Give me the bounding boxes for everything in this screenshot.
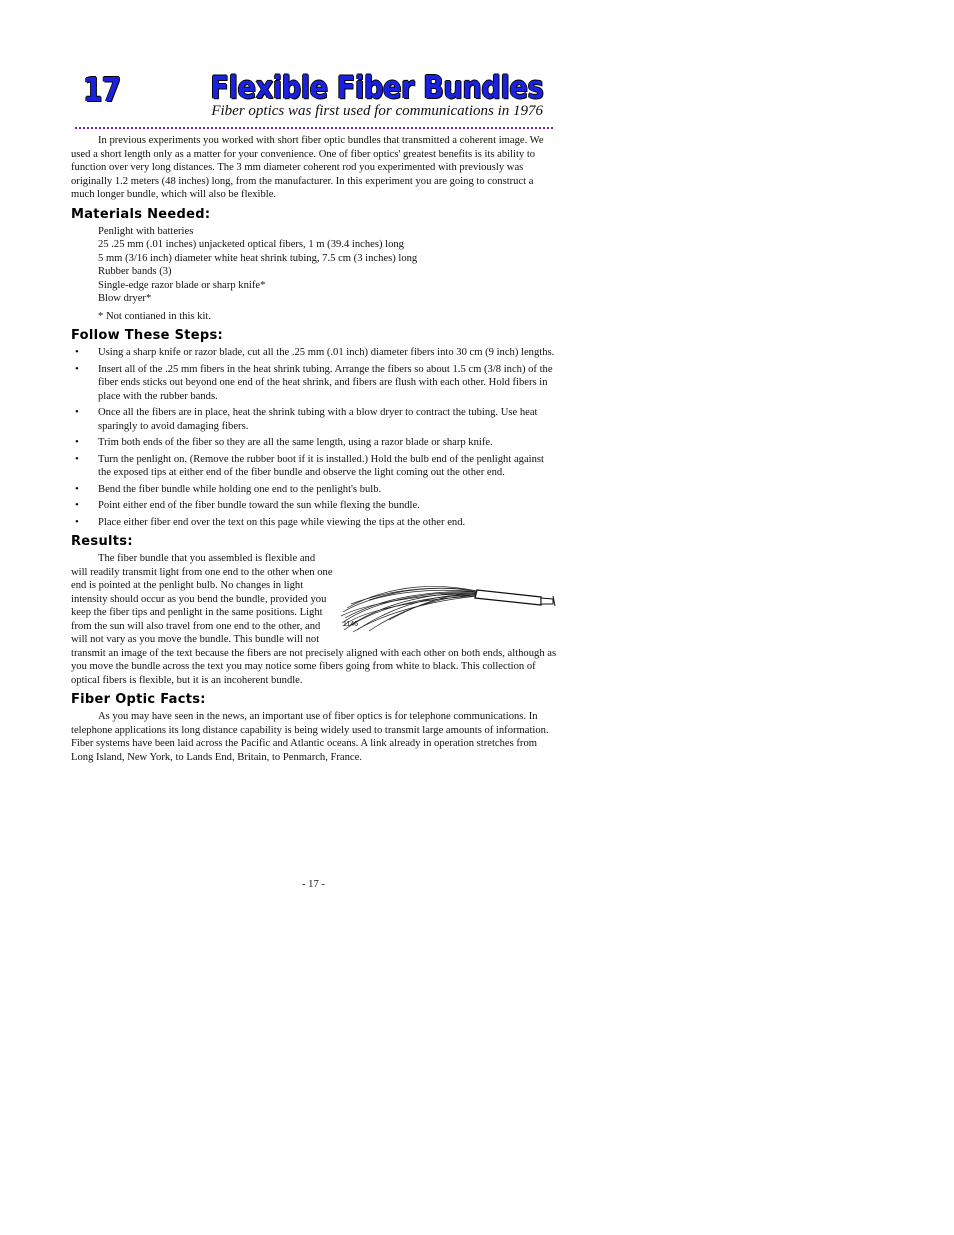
facts-paragraph: As you may have seen in the news, an important use of fiber optics is for telephone communications. In telephone applications its long distance capability is being widely used to transmit large amounts of information. Fiber systems have been laid across the Pacific and Atlantic oceans. A link already in operation stretches from Long Island, New York, to Lands End, Britain, to Penmarch, France. [71, 711, 549, 763]
chapter-number: 17 [83, 70, 121, 109]
steps-list [71, 346, 557, 529]
material-item: 25 .25 mm (.01 inches) unjacketed optical fibers, 1 m (39.4 inches) long [98, 239, 404, 250]
results-paragraph-bottom: transmit an image of the text because the fibers are not precisely aligned with each other on both ends, although as you move the bundle across the text you may notice some fibers going from white to black. This collection of optical fibers is flexible, but it is an incoherent bundle. [71, 647, 557, 686]
results-paragraph-top: The fiber bundle that you assembled is flexible and will readily transmit light from one end to the other when one end is pointed at the penlight bulb. No changes in light intensity should occur as you bend the bundle, provided you keep the fiber tips and penlight in the same positions. Light from the sun will also travel from one end to the other, and will not vary as you move the bundle. This bundle will not [71, 553, 333, 645]
fiber-bundle-illustration [339, 560, 557, 636]
header-divider [75, 127, 553, 129]
material-item: Rubber bands (3) [98, 266, 172, 277]
results-heading: Results: [71, 534, 133, 549]
intro-paragraph: In previous experiments you worked with short fiber optic bundles that transmitted a coherent image. We used a short length only as a matter for your convenience. One of fiber optics' greatest benefits is its ability to function over very long distances. The 3 mm diameter coherent rod you experimented with previously was originally 1.2 meters (48 inches) long, from the manufacturer. In this experiment you are going to construct a much longer bundle, which will also be flexible. [71, 135, 544, 200]
step-item: • Turn the penlight on. (Remove the rubber boot if it is installed.) Hold the bulb end of the penlight against the exposed tips at either end of the fiber bundle and observe the light coming out the other end. [71, 453, 557, 480]
facts-heading: Fiber Optic Facts: [71, 692, 206, 707]
step-item: • Trim both ends of the fiber so they are all the same length, using a razor blade or sharp knife. [71, 436, 557, 450]
step-item: • Bend the fiber bundle while holding one end to the penlight's bulb. [71, 483, 557, 497]
step-item: • Insert all of the .25 mm fibers in the heat shrink tubing. Arrange the fibers so about 1.5 cm (3/8 inch) of the fiber ends sticks out beyond one end of the heat shrink, and fibers are flush with each other. Hold fibers in place with the rubber bands. [71, 363, 557, 404]
materials-note: * Not contianed in this kit. [98, 310, 211, 322]
material-item: Blow dryer* [98, 293, 152, 304]
step-item: • Using a sharp knife or razor blade, cut all the .25 mm (.01 inch) diameter fibers into 30 cm (9 inch) lengths. [71, 346, 557, 360]
page-title: Flexible Fiber Bundles [210, 70, 543, 106]
page-number: - 17 - [302, 879, 325, 890]
step-item: • Place either fiber end over the text on this page while viewing the tips at the other end. [71, 516, 557, 530]
page-header [71, 68, 557, 124]
material-item: Single-edge razor blade or sharp knife* [98, 279, 266, 291]
materials-list [98, 225, 557, 306]
steps-heading: Follow These Steps: [71, 328, 224, 343]
document-page [71, 68, 557, 764]
fiber-bundle-figure [339, 560, 557, 636]
figure-label: 1146 [343, 621, 359, 628]
materials-heading: Materials Needed: [71, 206, 211, 222]
material-item: 5 mm (3/16 inch) diameter white heat shrink tubing, 7.5 cm (3 inches) long [98, 252, 418, 264]
step-item: • Once all the fibers are in place, heat the shrink tubing with a blow dryer to contract the tubing. Use heat sparingly to avoid damaging fibers. [71, 406, 557, 433]
material-item: Penlight with batteries [98, 225, 194, 237]
step-item: • Point either end of the fiber bundle toward the sun while flexing the bundle. [71, 499, 557, 513]
results-section [71, 552, 557, 687]
page-subtitle: Fiber optics was first used for communications in 1976 [211, 103, 543, 119]
